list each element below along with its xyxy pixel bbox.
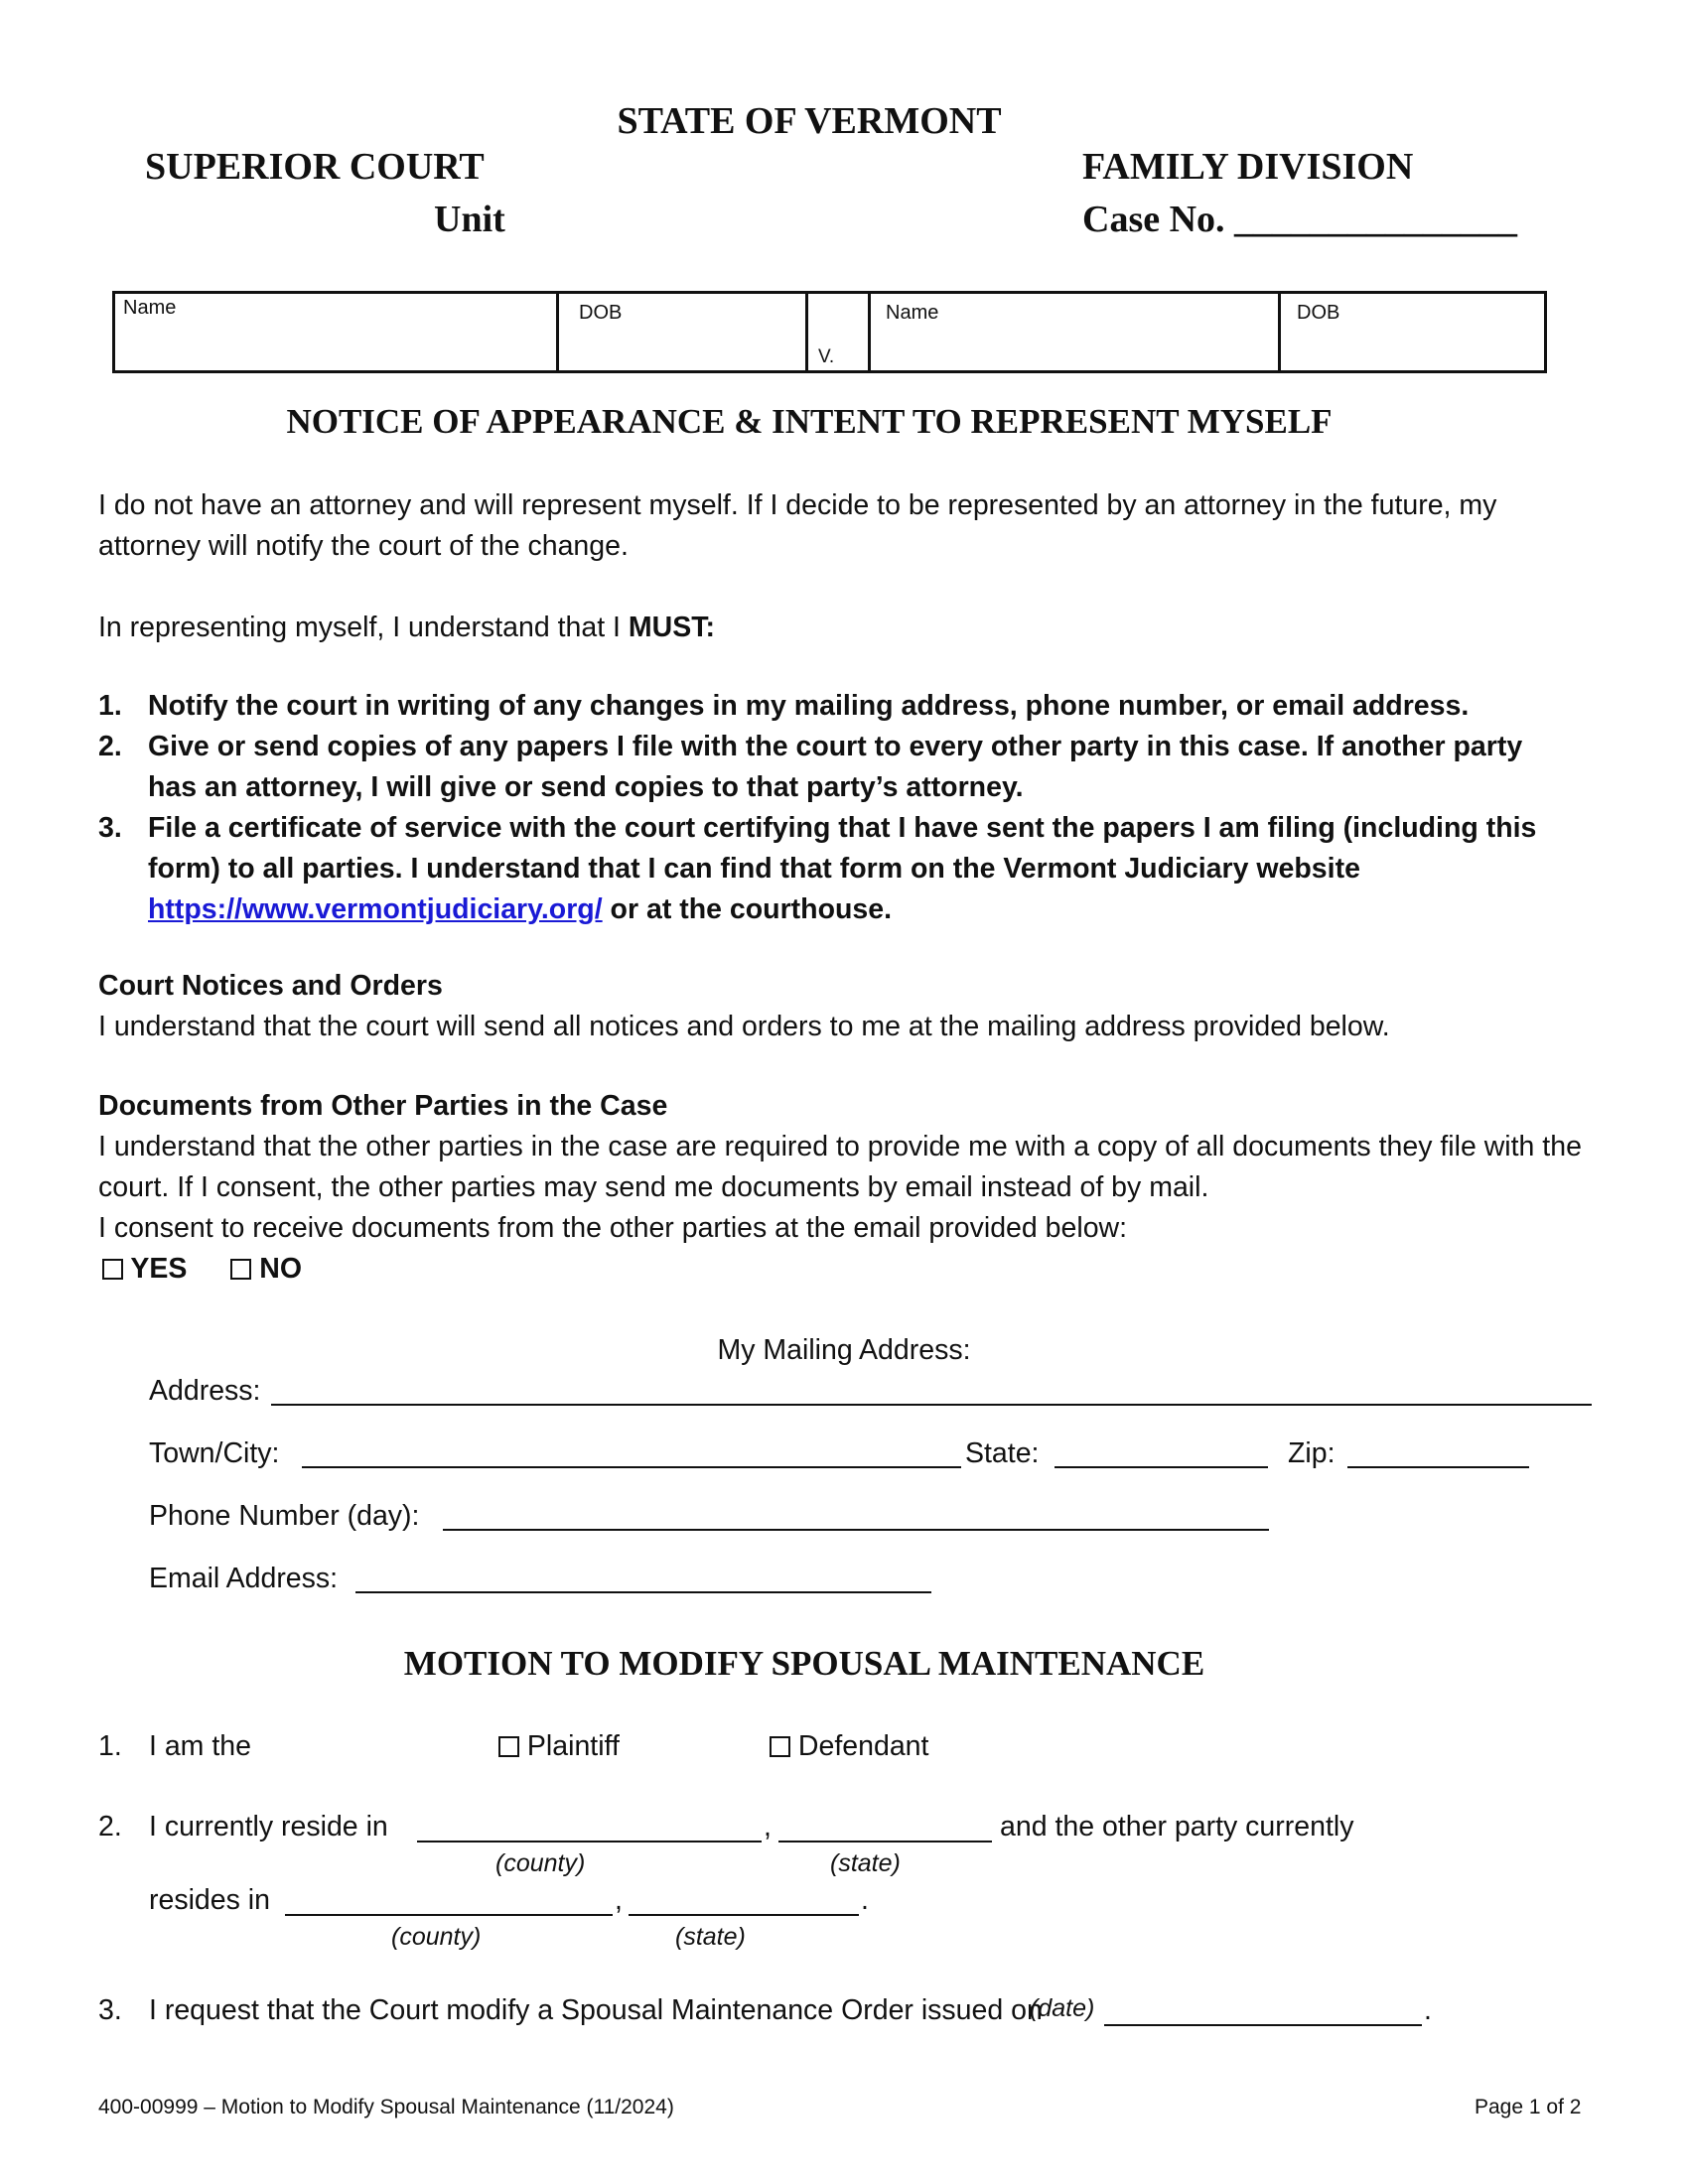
consent-no[interactable] [230, 1253, 302, 1285]
state-heading: STATE OF VERMONT [617, 100, 1002, 142]
defendant-label: Defendant [797, 1730, 929, 1762]
address-label: Address: [149, 1375, 261, 1407]
requirement-item [98, 727, 1578, 808]
requirement-text: Notify the court in writing of any changes in my mailing address, phone number, or email address. [148, 690, 1470, 722]
requirement-text: Give or send copies of any papers I file with the court to every other party in this case. If another party has an attorney, I will give or send copies to that party’s attorney. [148, 731, 1523, 803]
order-date-field[interactable] [1104, 2024, 1422, 2026]
email-label: Email Address: [149, 1563, 339, 1594]
item2-text: I currently reside in [149, 1811, 388, 1843]
right-name-label: Name [886, 302, 939, 324]
consent-text: I consent to receive documents from the other parties at the email provided below: [98, 1212, 1128, 1244]
left-name-label: Name [123, 297, 177, 319]
county-caption: (county) [495, 1849, 586, 1877]
versus-label: V. [818, 346, 835, 367]
right-dob-cell[interactable] [1280, 293, 1546, 372]
other-county-field[interactable] [285, 1914, 613, 1916]
right-dob-label: DOB [1297, 302, 1340, 324]
notice-para-2 [98, 608, 1588, 648]
requirement-number: 3. [98, 812, 122, 844]
item2-resides: resides in [149, 1884, 270, 1916]
no-label: NO [259, 1253, 303, 1285]
current-county-field[interactable] [417, 1841, 762, 1843]
item3-number: 3. [98, 1994, 122, 2026]
court-notices-text: I understand that the court will send all notices and orders to me at the mailing address provided below. [98, 1011, 1390, 1042]
court-name: SUPERIOR COURT [145, 146, 485, 188]
date-caption: (date) [1030, 1994, 1095, 2022]
notice-title: NOTICE OF APPEARANCE & INTENT TO REPRESENT MYSELF [286, 402, 1333, 441]
phone-field[interactable] [443, 1529, 1269, 1531]
vermont-judiciary-link[interactable]: https://www.vermontjudiciary.org/ [148, 893, 603, 925]
town-label: Town/City: [149, 1437, 280, 1469]
left-name-cell[interactable] [114, 293, 558, 372]
state-field[interactable] [1055, 1466, 1268, 1468]
requirements-list [98, 686, 1578, 930]
consent-yes[interactable] [102, 1253, 187, 1285]
documents-heading: Documents from Other Parties in the Case [98, 1090, 668, 1122]
notice-para-1: I do not have an attorney and will represent myself. If I decide to be represented by an attorney in the future, my attorney will notify the court of the change. [98, 489, 1497, 562]
email-field[interactable] [355, 1591, 931, 1593]
yes-label: YES [130, 1253, 188, 1285]
requirement-item [98, 686, 1578, 727]
requirement-text: File a certificate of service with the court certifying that I have sent the papers I am filing (including this form) to all parties. I understand that I can find that form on the Vermont Judiciary website [148, 812, 1537, 885]
item2-other: and the other party currently [1000, 1811, 1354, 1843]
plaintiff-option[interactable] [498, 1726, 620, 1767]
item2-period: . [861, 1884, 869, 1916]
item3-text: I request that the Court modify a Spousal Maintenance Order issued on [149, 1994, 1043, 2026]
address-field[interactable] [271, 1404, 1592, 1406]
page-number: Page 1 of 2 [1475, 2096, 1582, 2118]
left-dob-cell[interactable] [558, 293, 807, 372]
requirement-suffix: or at the courthouse. [602, 893, 893, 925]
phone-label: Phone Number (day): [149, 1500, 420, 1532]
other-state-field[interactable] [629, 1914, 859, 1916]
defendant-checkbox[interactable] [770, 1736, 790, 1757]
form-id: 400-00999 – Motion to Modify Spousal Maintenance (11/2024) [98, 2096, 674, 2118]
para2-prefix: In representing myself, I understand that I [98, 612, 629, 643]
no-checkbox[interactable] [230, 1259, 251, 1280]
town-field[interactable] [302, 1466, 961, 1468]
documents-text: I understand that the other parties in the case are required to provide me with a copy of all documents they file with the court. If I consent, the other parties may send me documents by email instead of by mail. [98, 1131, 1582, 1203]
state-caption: (state) [830, 1849, 901, 1877]
yes-checkbox[interactable] [102, 1259, 123, 1280]
case-number[interactable]: Case No. _______________ [1082, 199, 1518, 240]
court-notices-heading: Court Notices and Orders [98, 970, 443, 1002]
para2-must: MUST: [628, 612, 715, 643]
versus-cell [807, 293, 870, 372]
zip-field[interactable] [1347, 1466, 1529, 1468]
item2-comma-2: , [615, 1884, 623, 1916]
right-name-cell[interactable] [870, 293, 1280, 372]
unit-label: Unit [434, 199, 505, 240]
plaintiff-checkbox[interactable] [498, 1736, 519, 1757]
division-name: FAMILY DIVISION [1082, 146, 1414, 188]
state-label: State: [965, 1437, 1040, 1469]
plaintiff-label: Plaintiff [526, 1730, 620, 1762]
county-caption-2: (county) [391, 1923, 482, 1951]
zip-label: Zip: [1288, 1437, 1336, 1469]
defendant-option[interactable] [770, 1726, 928, 1767]
requirement-number: 2. [98, 731, 122, 762]
state-caption-2: (state) [675, 1923, 746, 1951]
consent-options [102, 1249, 302, 1290]
item2-comma: , [764, 1811, 772, 1843]
requirement-item [98, 808, 1578, 930]
item2-number: 2. [98, 1811, 122, 1843]
requirement-number: 1. [98, 690, 122, 722]
item1-number: 1. [98, 1730, 122, 1762]
item3-period: . [1424, 1994, 1432, 2026]
item1-text: I am the [149, 1730, 251, 1762]
parties-table [112, 291, 1547, 373]
motion-title: MOTION TO MODIFY SPOUSAL MAINTENANCE [403, 1644, 1205, 1683]
mailing-heading: My Mailing Address: [717, 1334, 971, 1366]
current-state-field[interactable] [778, 1841, 992, 1843]
left-dob-label: DOB [579, 302, 623, 324]
